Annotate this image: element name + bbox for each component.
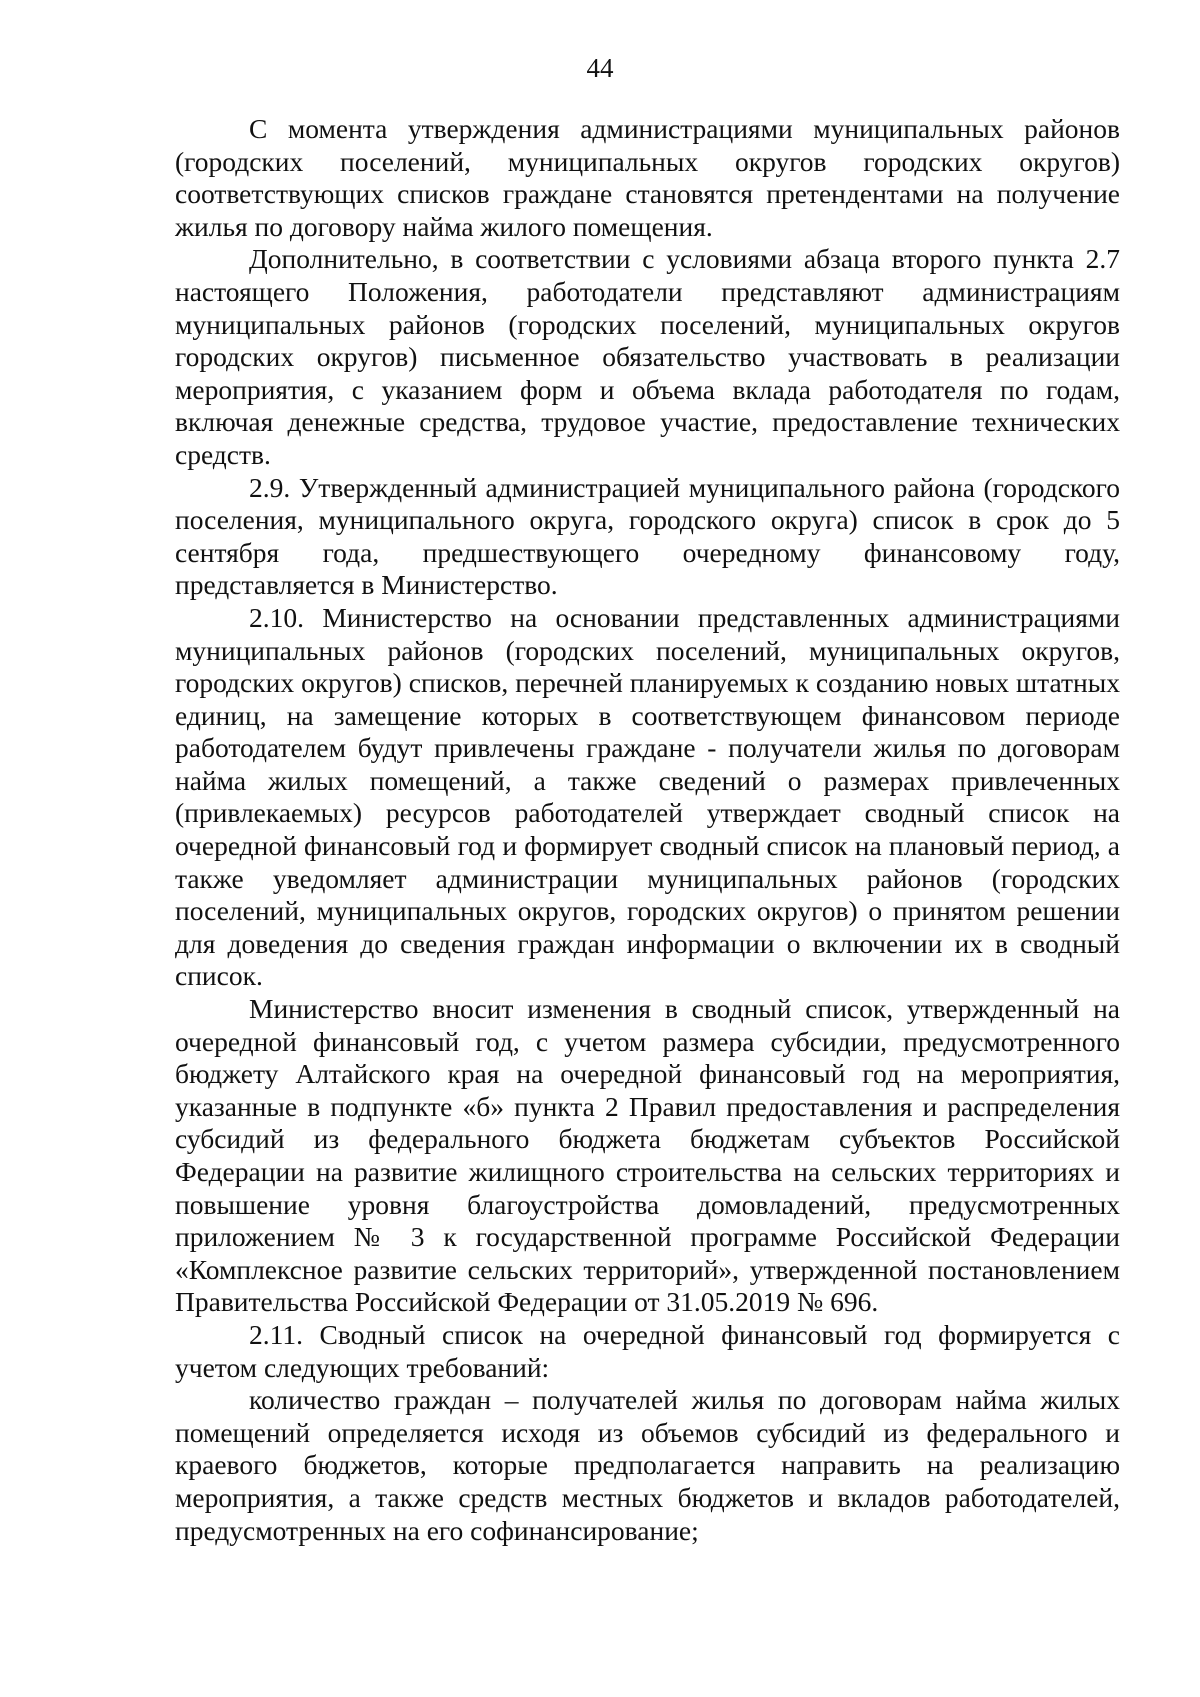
document-body	[175, 113, 1120, 1547]
paragraph-2-11: 2.11. Сводный список на очередной финансовый год формируется с учетом следующих требований:	[175, 1318, 1120, 1383]
page-number: 44	[586, 53, 614, 83]
paragraph-2-10: 2.10. Министерство на основании представленных администрациями муниципальных районов (городских поселений, муниципальных округов, городских округов) списков, перечней планируемых к созданию новых штатных единиц, на замещение которых в соответствующем финансовом периоде работодателем будут привлечены граждане - получатели жилья по договорам найма жилых помещений, а также сведений о размерах привлеченных (привлекаемых) ресурсов работодателей утверждает сводный список на очередной финансовый год и формирует сводный список на плановый период, а также уведомляет администрации муниципальных районов (городских поселений, муниципальных округов, городских округов) о принятом решении для доведения до сведения граждан информации о включении их в сводный список.	[175, 601, 1120, 992]
paragraph-претенденты: С момента утверждения администрациями муниципальных районов (городских поселений, муниципальных округов городских округов) соответствующих списков граждане становятся претендентами на получение жилья по договору найма жилого помещения.	[175, 113, 1120, 242]
paragraph-изменения-сводного-списка: Министерство вносит изменения в сводный список, утвержденный на очередной финансовый год, с учетом размера субсидии, предусмотренного бюджету Алтайского края на очередной финансовый год на мероприятия, указанные в подпункте «б» пункта 2 Правил предоставления и распределения субсидий из федерального бюджета бюджетам субъектов Российской Федерации на развитие жилищного строительства на сельских территориях и повышение уровня благоустройства домовладений, предусмотренных приложением № 3 к государственной программе Российской Федерации «Комплексное развитие сельских территорий», утвержденной постановлением Правительства Российской Федерации от 31.05.2019 № 696.	[175, 993, 1120, 1318]
paragraph-2-9: 2.9. Утвержденный администрацией муниципального района (городского поселения, муниципального округа, городского округа) список в срок до 5 сентября года, предшествующего очередному финансовому году, представляется в Министерство.	[175, 471, 1120, 601]
paragraph-количество-граждан: количество граждан – получателей жилья по договорам найма жилых помещений определяется исходя из объемов субсидий из федерального и краевого бюджетов, которые предполагается направить на реализацию мероприятия, а также средств местных бюджетов и вкладов работодателей, предусмотренных на его софинансирование;	[175, 1384, 1120, 1546]
paragraph-обязательство-работодателей: Дополнительно, в соответствии с условиями абзаца второго пункта 2.7 настоящего Положения, работодатели представляют администрациям муниципальных районов (городских поселений, муниципальных округов городских округов) письменное обязательство участвовать в реализации мероприятия, с указанием форм и объема вклада работодателя по годам, включая денежные средства, трудовое участие, предоставление технических средств.	[175, 243, 1120, 470]
